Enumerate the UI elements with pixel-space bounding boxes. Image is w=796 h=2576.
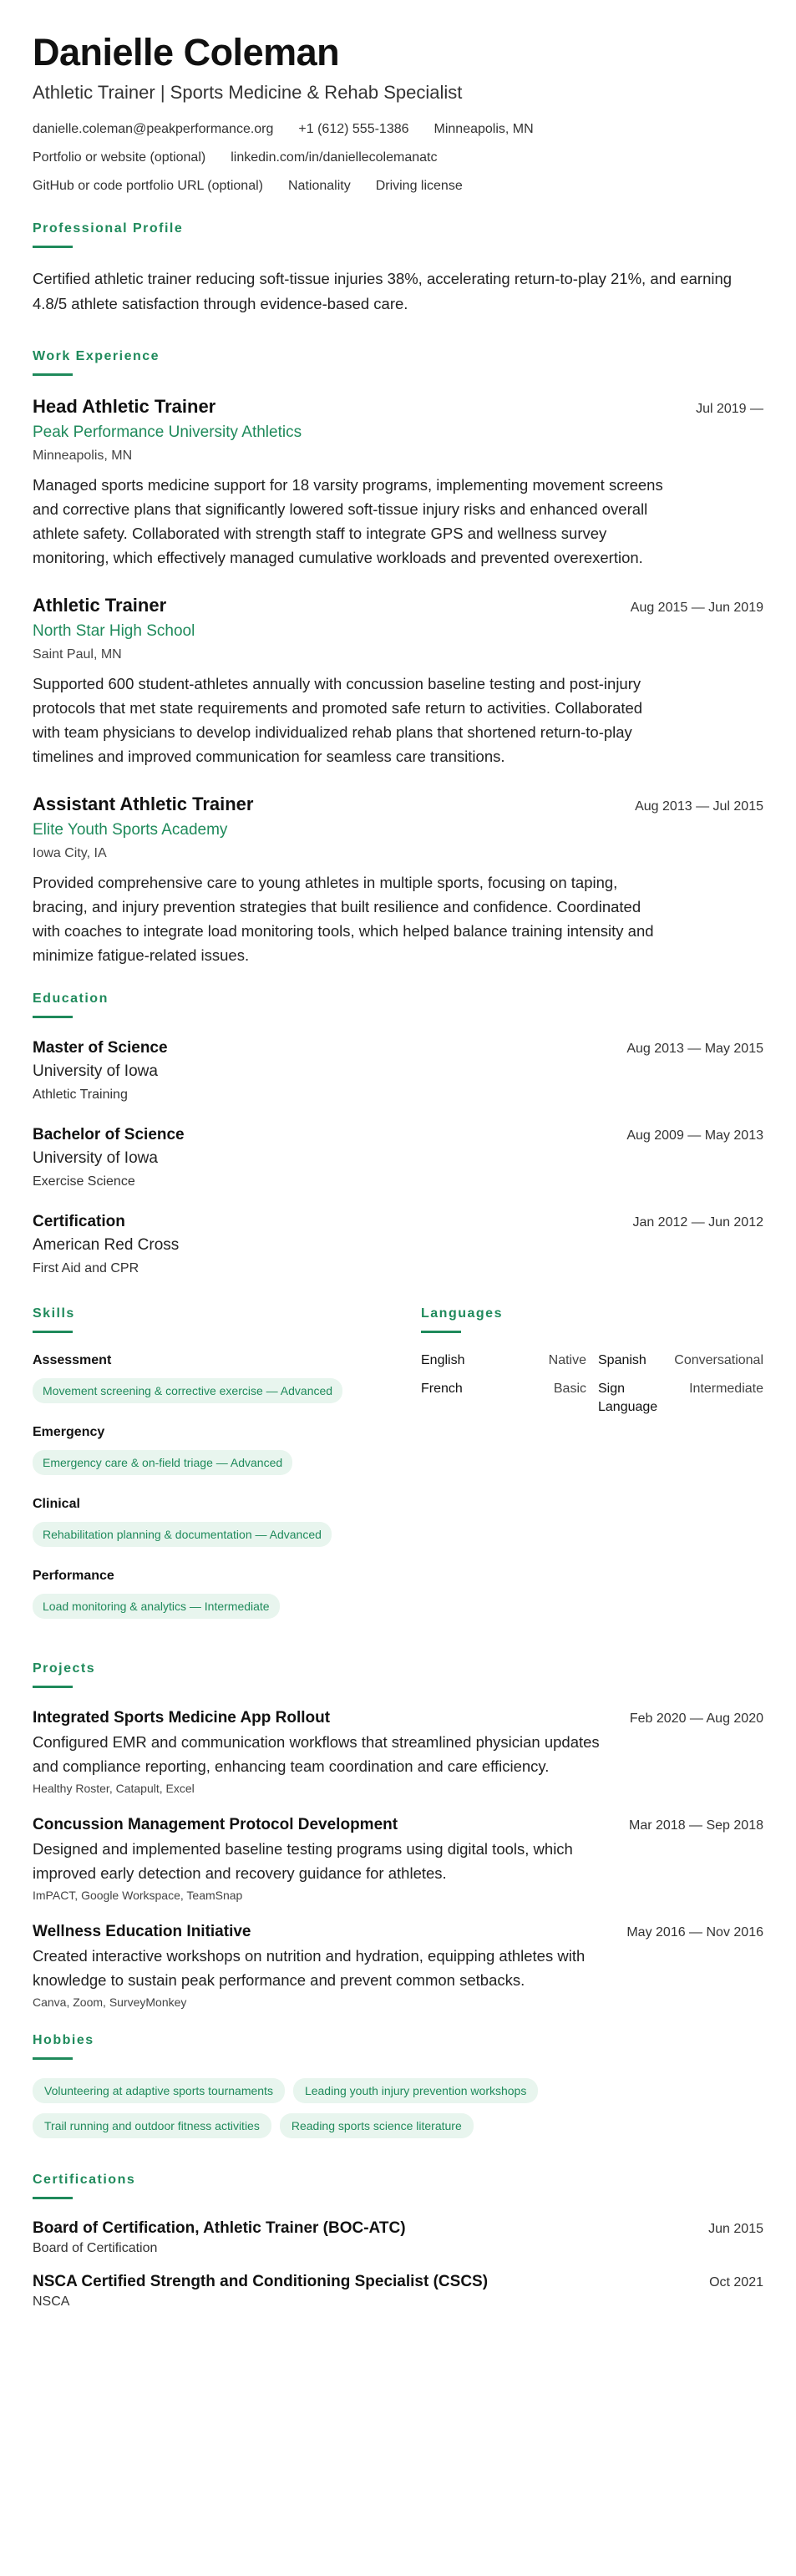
skill-category-name: Emergency [33, 1425, 105, 1439]
field-of-study: Exercise Science [33, 1174, 135, 1189]
job-title: Assistant Athletic Trainer [33, 794, 254, 814]
skill-category-name: Performance [33, 1569, 114, 1583]
job-dates: Jul 2019 — [696, 402, 763, 416]
github-link[interactable]: GitHub or code portfolio URL (optional) [33, 179, 263, 193]
project-dates: Feb 2020 — Aug 2020 [629, 1711, 763, 1726]
contact-info [33, 120, 763, 195]
job-entry [33, 394, 763, 570]
job-description: Provided comprehensive care to young athletes in multiple sports, focusing on taping, bracing, and injury prevention strategies that built resilience and confidence. Coordinated with coaches to integrate load monitoring tools, which helped balance training intensity and minimize fatigue-related issues. [33, 874, 654, 964]
project-description: Configured EMR and communication workflows that streamlined physician updates and compliance reporting, enhancing team coordination and care efficiency. [33, 1733, 600, 1775]
job-organization: Peak Performance University Athletics [33, 423, 302, 441]
job-title: Head Athletic Trainer [33, 396, 216, 417]
location-text: Minneapolis, MN [433, 122, 534, 136]
certification-name: NSCA Certified Strength and Conditioning Specialist (CSCS) [33, 2273, 489, 2290]
project-entry [33, 1813, 763, 1904]
section-divider [33, 2057, 73, 2060]
project-tools: Canva, Zoom, SurveyMonkey [33, 1995, 187, 2009]
hobby-chip: Trail running and outdoor fitness activities [33, 2113, 271, 2138]
project-dates: May 2016 — Nov 2016 [626, 1925, 763, 1940]
certification-issuer: Board of Certification [33, 2241, 158, 2255]
section-title: Hobbies [33, 2033, 94, 2047]
skill-category [33, 1351, 379, 1412]
skill-chip: Rehabilitation planning & documentation — Advanced [33, 1522, 332, 1547]
job-location: Minneapolis, MN [33, 449, 133, 463]
language-item [598, 1380, 763, 1417]
school-name: American Red Cross [33, 1236, 180, 1254]
education-entry [33, 1210, 763, 1279]
project-entry [33, 1706, 763, 1797]
language-item [421, 1351, 586, 1370]
profile-section [33, 221, 763, 317]
skill-chip: Movement screening & corrective exercise — Advanced [33, 1378, 342, 1403]
language-item [421, 1380, 586, 1417]
skill-chip: Load monitoring & analytics — Intermediate [33, 1594, 280, 1619]
project-title: Concussion Management Protocol Development [33, 1816, 398, 1833]
section-title: Certifications [33, 2173, 136, 2187]
portfolio-link[interactable]: Portfolio or website (optional) [33, 150, 206, 165]
section-title: Professional Profile [33, 221, 184, 236]
language-item [598, 1351, 763, 1370]
certification-date: Jun 2015 [708, 2222, 763, 2236]
language-name: Sign Language [598, 1382, 658, 1414]
language-list [421, 1351, 763, 1417]
skill-category-name: Clinical [33, 1497, 80, 1511]
candidate-name: Danielle Coleman [33, 31, 340, 74]
section-title: Education [33, 991, 109, 1006]
certification-entry [33, 2218, 763, 2258]
certification-issuer: NSCA [33, 2295, 70, 2309]
certification-date: Oct 2021 [709, 2275, 763, 2289]
job-description: Supported 600 student-athletes annually with concussion baseline testing and post-injury protocols that met state requirements and promoted safe return to activities. Collaborated with team physicians to develop individualized rehab plans that shortened return-to-play timelines and improved communication for seamless care transitions. [33, 675, 643, 765]
linkedin-link[interactable]: linkedin.com/in/daniellecolemanatc [231, 150, 438, 165]
language-level: Intermediate [689, 1382, 763, 1396]
section-divider [33, 1331, 73, 1333]
section-divider [421, 1331, 461, 1333]
education-entry [33, 1037, 763, 1105]
education-entry [33, 1123, 763, 1192]
section-divider [33, 1686, 73, 1688]
job-organization: North Star High School [33, 622, 195, 640]
hobby-chip: Leading youth injury prevention workshops [293, 2078, 538, 2103]
job-entry [33, 593, 763, 768]
skill-category [33, 1495, 379, 1555]
skill-chip: Emergency care & on-field triage — Advanced [33, 1450, 292, 1475]
phone-link[interactable]: +1 (612) 555-1386 [298, 122, 409, 136]
school-name: University of Iowa [33, 1149, 158, 1167]
degree-name: Certification [33, 1213, 125, 1230]
degree-name: Master of Science [33, 1039, 168, 1057]
job-dates: Aug 2013 — Jul 2015 [635, 799, 763, 814]
contact-row [33, 149, 763, 167]
project-dates: Mar 2018 — Sep 2018 [629, 1818, 763, 1833]
resume-header [33, 30, 763, 195]
job-location: Iowa City, IA [33, 846, 107, 860]
job-description: Managed sports medicine support for 18 varsity programs, implementing movement screens and corrective plans that significantly lowered soft-tissue injury risks and enhanced overall athlete safety. Collaborated with strength staff to integrate GPS and wellness survey monitoring, which effectively managed cumulative workloads and prevented overexertion. [33, 476, 663, 566]
language-level: Native [548, 1353, 586, 1367]
project-description: Created interactive workshops on nutrition and hydration, equipping athletes with knowledge to sustain peak performance and prevent common setbacks. [33, 1947, 586, 1989]
language-level: Basic [553, 1382, 586, 1396]
project-title: Wellness Education Initiative [33, 1923, 251, 1940]
candidate-headline: Athletic Trainer | Sports Medicine & Rehab Specialist [33, 82, 463, 103]
degree-name: Bachelor of Science [33, 1126, 185, 1143]
nationality-text: Nationality [287, 179, 351, 193]
skill-category [33, 1567, 379, 1627]
school-name: University of Iowa [33, 1062, 158, 1080]
project-description: Designed and implemented baseline testing programs using digital tools, which improved early detection and recovery guidance for athletes. [33, 1840, 573, 1882]
section-divider [33, 373, 73, 376]
projects-section [33, 1661, 763, 2011]
skill-category-name: Assessment [33, 1353, 112, 1367]
languages-section [421, 1306, 763, 1639]
job-dates: Aug 2015 — Jun 2019 [630, 601, 763, 615]
profile-summary: Certified athletic trainer reducing soft-tissue injuries 38%, accelerating return-to-play 21%, and earning 4.8/5 athlete satisfaction through evidence-based care. [33, 270, 733, 312]
hobby-chip: Reading sports science literature [280, 2113, 474, 2138]
contact-row [33, 120, 763, 139]
education-dates: Jan 2012 — Jun 2012 [632, 1215, 763, 1230]
job-location: Saint Paul, MN [33, 647, 122, 662]
section-divider [33, 1016, 73, 1018]
hobby-chip: Volunteering at adaptive sports tournaments [33, 2078, 285, 2103]
section-divider [33, 2197, 73, 2199]
education-dates: Aug 2009 — May 2013 [626, 1128, 763, 1143]
email-link[interactable]: danielle.coleman@peakperformance.org [33, 122, 274, 136]
hobbies-section [33, 2032, 763, 2148]
section-title: Skills [33, 1306, 75, 1321]
certification-name: Board of Certification, Athletic Trainer (BOC-ATC) [33, 2219, 406, 2237]
language-name: French [421, 1382, 463, 1396]
job-title: Athletic Trainer [33, 595, 167, 616]
field-of-study: First Aid and CPR [33, 1261, 139, 1275]
certifications-section [33, 2172, 763, 2311]
project-tools: ImPACT, Google Workspace, TeamSnap [33, 1889, 243, 1902]
section-title: Work Experience [33, 349, 160, 363]
skills-section [33, 1306, 379, 1639]
section-title: Projects [33, 1661, 96, 1676]
hobby-list [33, 2078, 667, 2148]
education-dates: Aug 2013 — May 2015 [626, 1042, 763, 1056]
language-name: English [421, 1353, 465, 1367]
experience-section [33, 348, 763, 967]
contact-row [33, 177, 763, 195]
language-name: Spanish [598, 1353, 646, 1367]
job-entry [33, 792, 763, 967]
education-section [33, 991, 763, 1279]
project-tools: Healthy Roster, Catapult, Excel [33, 1782, 195, 1795]
project-title: Integrated Sports Medicine App Rollout [33, 1709, 331, 1727]
skill-category [33, 1423, 379, 1483]
section-title: Languages [421, 1306, 503, 1321]
field-of-study: Athletic Training [33, 1088, 128, 1102]
section-divider [33, 246, 73, 248]
language-level: Conversational [674, 1353, 763, 1367]
skills-languages-row [33, 1306, 763, 1639]
project-entry [33, 1920, 763, 2011]
certification-entry [33, 2271, 763, 2311]
driving-license-text: Driving license [375, 179, 463, 193]
job-organization: Elite Youth Sports Academy [33, 821, 228, 839]
